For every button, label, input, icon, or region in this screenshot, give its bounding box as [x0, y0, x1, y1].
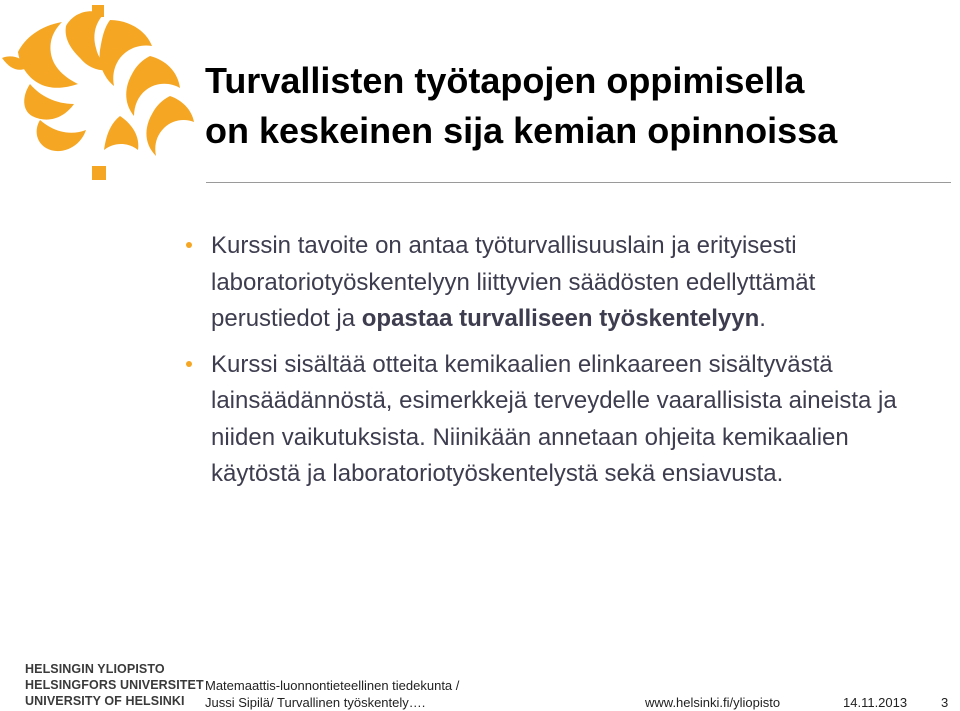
- footer-faculty-line-2: Jussi Sipilä/ Turvallinen työskentely….: [205, 695, 426, 710]
- bullet-text: Kurssi sisältää otteita kemikaalien elinkaareen sisältyvästä lainsäädännöstä, esimerkkejä terveydelle vaarallisista aineista ja niiden vaikutuksista. Niinikään annetaan ohjeita kemikaalien käytöstä ja laboratoriotyöskentelystä sekä ensiavusta.: [211, 350, 897, 487]
- university-flame-icon: [0, 0, 200, 190]
- page-title: [205, 56, 945, 156]
- wordmark-line-en: UNIVERSITY OF HELSINKI: [25, 694, 185, 708]
- footer-faculty-line-1: Matemaattis-luonnontieteellinen tiedekunta /: [205, 678, 460, 693]
- bullet-list: [184, 228, 924, 502]
- bullet-text: Kurssin tavoite on antaa työturvallisuuslain ja erityisesti laboratoriotyöskentelyyn liittyvien säädösten edellyttämät perustiedot ja: [211, 232, 816, 332]
- title-line-2: on keskeinen sija kemian opinnoissa: [205, 110, 838, 151]
- footer-date: 14.11.2013: [843, 695, 908, 710]
- title-divider: [206, 182, 951, 183]
- page-number: 3: [941, 695, 949, 710]
- bullet-dot-icon: [186, 242, 192, 248]
- footer-url: www.helsinki.fi/yliopisto: [645, 695, 781, 710]
- bullet-emphasis: opastaa turvalliseen työskentelyyn: [361, 305, 760, 332]
- bullet-item-1: [184, 228, 924, 338]
- footer-faculty: [205, 677, 459, 711]
- wordmark-line-fi: HELSINGIN YLIOPISTO: [25, 662, 165, 676]
- title-line-1: Turvallisten työtapojen oppimisella: [205, 60, 805, 101]
- bullet-tail: .: [759, 305, 766, 332]
- wordmark-line-sv: HELSINGFORS UNIVERSITET: [25, 678, 204, 692]
- bullet-dot-icon: [186, 361, 192, 367]
- bullet-item-2: [184, 347, 924, 493]
- university-wordmark: [25, 661, 204, 709]
